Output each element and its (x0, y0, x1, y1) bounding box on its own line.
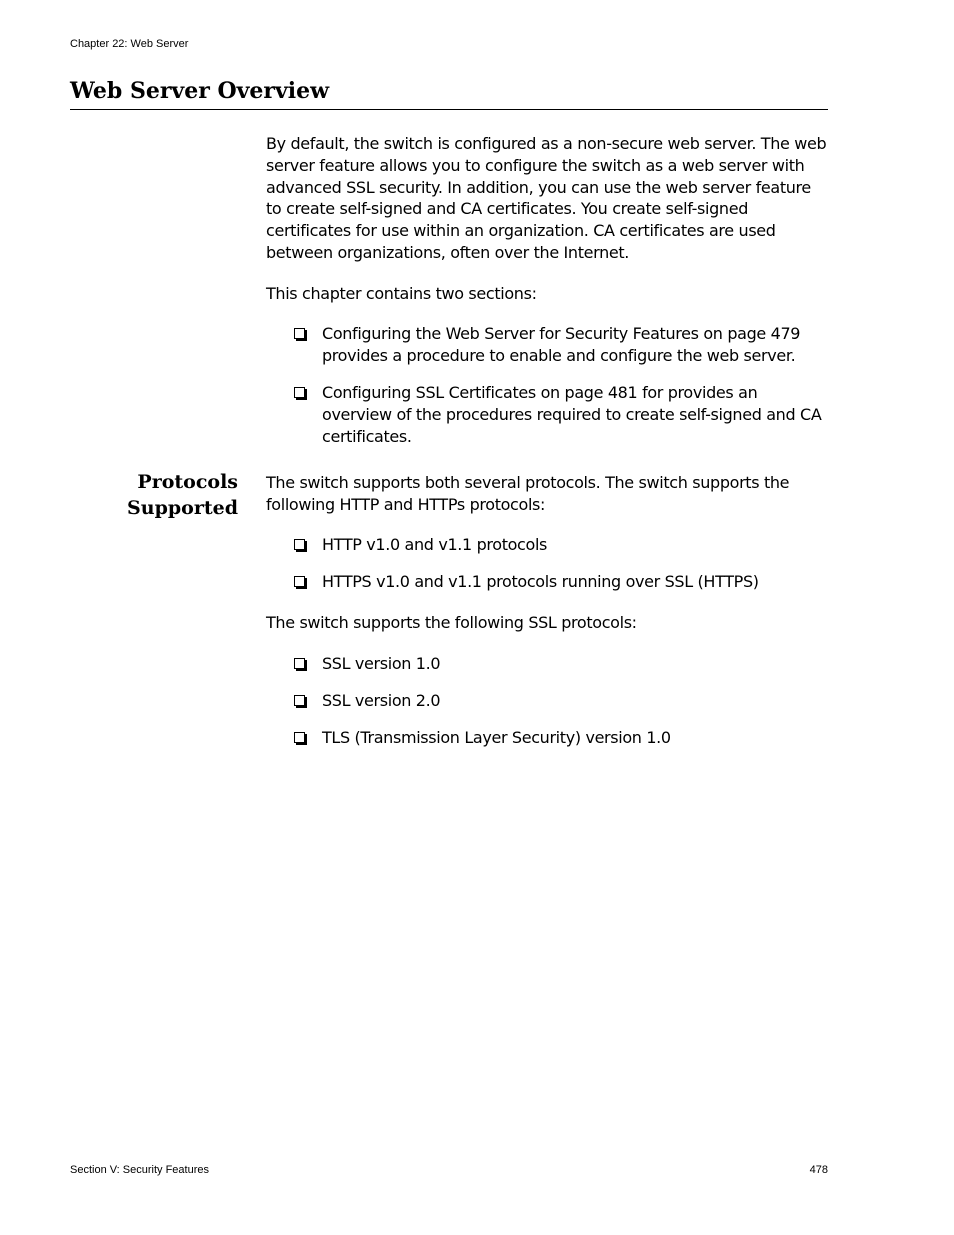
list-item (294, 727, 828, 749)
overview-intro-text: By default, the switch is configured as a non-secure web server. The web server feature allows you to configure the switch as a web server with advanced SSL security. In addition, you can use the web server feature to create self-signed and CA certificates. You create self-signed certificates for use within an organization. CA certificates are used between organizations, often over the Internet. (266, 134, 827, 262)
title-rule (70, 109, 828, 110)
running-head: Chapter 22: Web Server (70, 38, 189, 50)
page-number: 478 (809, 1164, 828, 1176)
list-item-text: Configuring the Web Server for Security Features on page 479 provides a procedure to enable and configure the web server. (322, 324, 801, 365)
list-item-text: SSL version 1.0 (322, 654, 441, 673)
protocols-heading: Protocols Supported (127, 471, 238, 519)
list-item-text: Configuring SSL Certificates on page 481 for provides an overview of the procedures required to create self-signed and CA certificates. (322, 383, 822, 446)
sections-lead-text: This chapter contains two sections: (266, 284, 537, 303)
footer-section: Section V: Security Features (70, 1164, 209, 1176)
section-title: Web Server Overview (70, 78, 330, 104)
list-item-text: SSL version 2.0 (322, 691, 441, 710)
protocols-intro-paragraph (266, 472, 828, 516)
list-item-text: TLS (Transmission Layer Security) version 1.0 (322, 728, 671, 747)
list-item (294, 690, 828, 712)
sections-lead-paragraph (266, 283, 828, 305)
checkbox-bullet-icon (294, 732, 305, 743)
ssl-lead-paragraph (266, 612, 828, 634)
list-item (294, 382, 828, 447)
list-item (294, 323, 828, 367)
checkbox-bullet-icon (294, 658, 305, 669)
checkbox-bullet-icon (294, 695, 305, 706)
list-item (294, 653, 828, 675)
ssl-lead-text: The switch supports the following SSL protocols: (266, 613, 637, 632)
overview-intro-paragraph (266, 133, 828, 264)
protocols-intro-text: The switch supports both several protocols. The switch supports the following HTTP and HTTPs protocols: (266, 473, 790, 514)
checkbox-bullet-icon (294, 387, 305, 398)
list-item-text: HTTP v1.0 and v1.1 protocols (322, 535, 548, 554)
list-item (294, 571, 828, 593)
checkbox-bullet-icon (294, 328, 305, 339)
checkbox-bullet-icon (294, 539, 305, 550)
list-item-text: HTTPS v1.0 and v1.1 protocols running over SSL (HTTPS) (322, 572, 759, 591)
checkbox-bullet-icon (294, 576, 305, 587)
list-item (294, 534, 828, 556)
